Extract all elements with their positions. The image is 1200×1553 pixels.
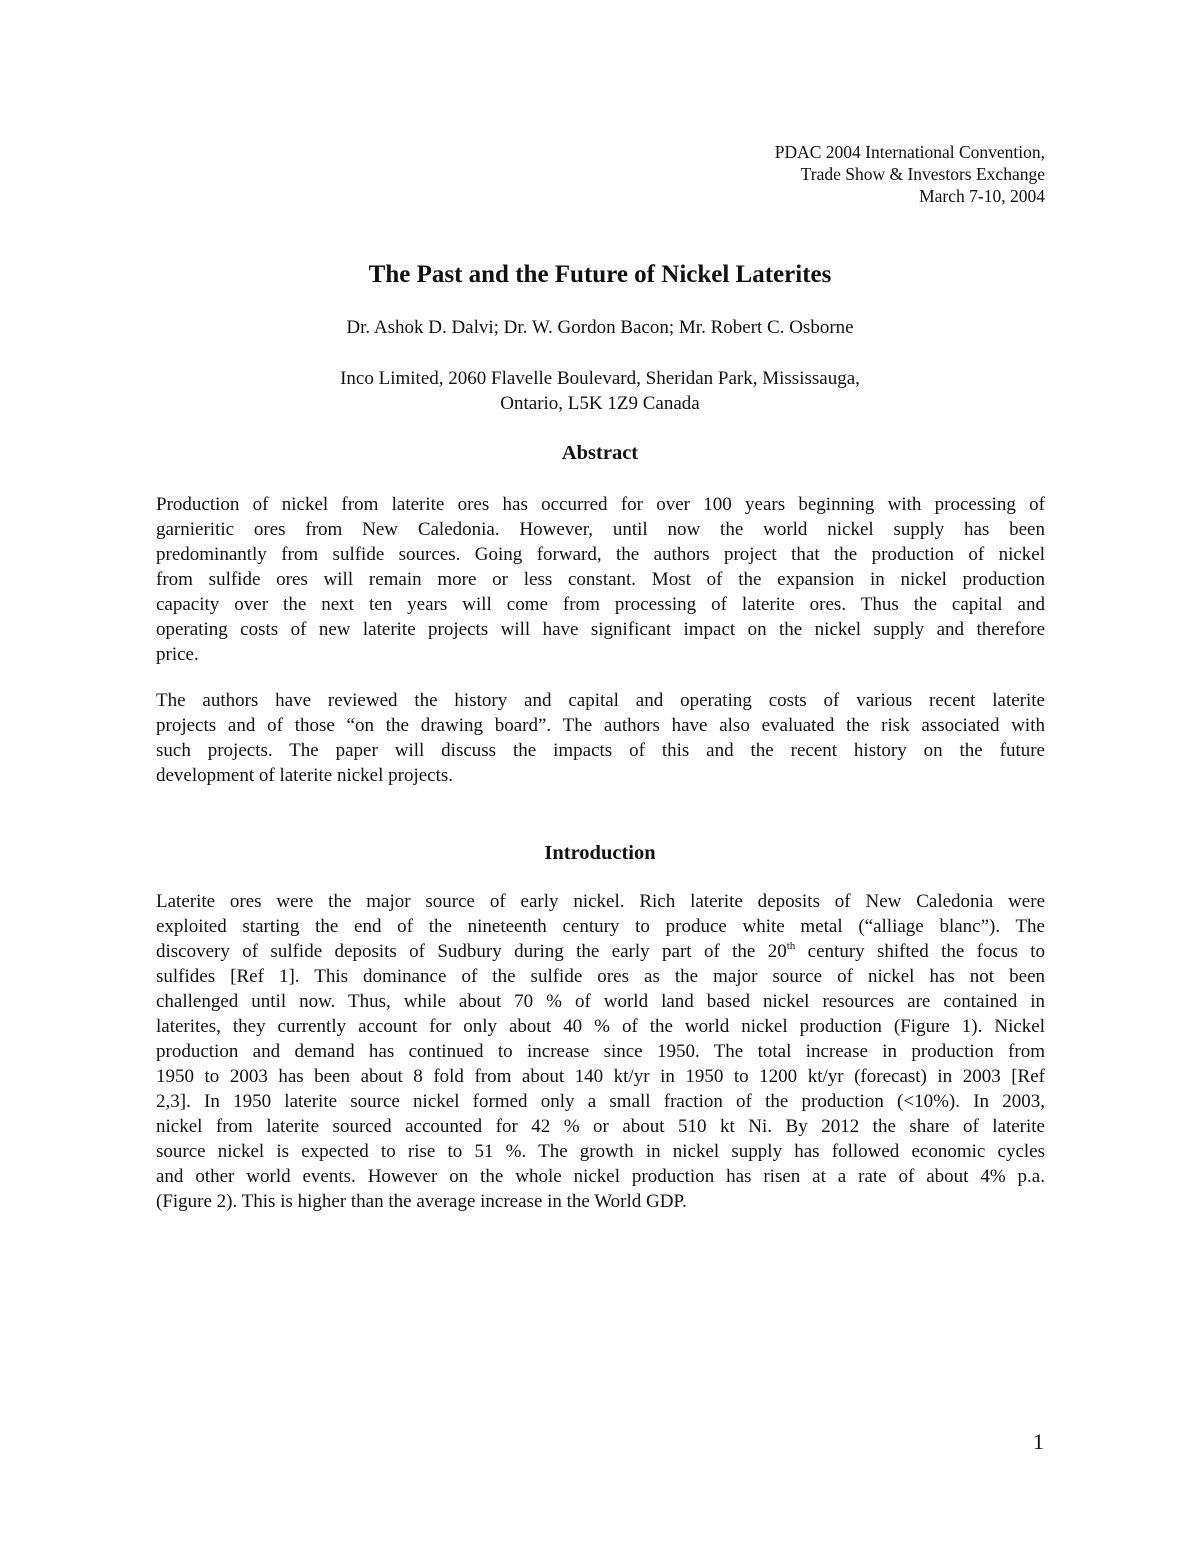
abstract-paragraph-1 [156,492,1045,667]
text-line: laterites, they currently account for only about 40 % of the world nickel production (Figure 1). Nickel [156,1016,1045,1037]
text-line: Laterite ores were the major source of early nickel. Rich laterite deposits of New Caledonia were [156,891,1045,912]
text-line: nickel from laterite sourced accounted for 42 % or about 510 kt Ni. By 2012 the share of laterite [156,1116,1045,1137]
paper-title: The Past and the Future of Nickel Laterites [368,261,832,288]
conference-line-1: PDAC 2004 International Convention, [774,142,1045,162]
text-line: such projects. The paper will discuss the impacts of this and the recent history on the future [156,740,1045,761]
text-fragment: century shifted the focus to [795,941,1045,962]
conference-header [775,141,1045,207]
text-line: The authors have reviewed the history and capital and operating costs of various recent laterite [156,690,1045,711]
text-line: garnieritic ores from New Caledonia. However, until now the world nickel supply has been [156,519,1045,540]
text-fragment: discovery of sulfide deposits of Sudbury during the early part of the 20 [156,941,787,962]
text-line: exploited starting the end of the nineteenth century to produce white metal (“alliage blanc”). The [156,916,1045,937]
text-line: operating costs of new laterite projects will have significant impact on the nickel supply and therefore [156,619,1045,640]
text-line: price. [156,644,199,665]
introduction-heading: Introduction [544,842,656,864]
conference-line-3: March 7-10, 2004 [919,186,1045,206]
conference-line-2: Trade Show & Investors Exchange [800,164,1045,184]
superscript: th [786,940,796,952]
text-line: production and demand has continued to increase since 1950. The total increase in production from [156,1041,1045,1062]
affiliation [0,366,1200,416]
text-line: sulfides [Ref 1]. This dominance of the sulfide ores as the major source of nickel has not been [156,966,1045,987]
introduction-paragraph [156,889,1045,1214]
text-line: projects and of those “on the drawing board”. The authors have also evaluated the risk associated with [156,715,1045,736]
text-line: and other world events. However on the whole nickel production has risen at a rate of about 4% p.a. [156,1166,1045,1187]
text-line [156,939,1045,964]
author-list: Dr. Ashok D. Dalvi; Dr. W. Gordon Bacon; Mr. Robert C. Osborne [346,317,854,338]
text-line: predominantly from sulfide sources. Going forward, the authors project that the production of nickel [156,544,1045,565]
text-line: Production of nickel from laterite ores has occurred for over 100 years beginning with processing of [156,494,1045,515]
abstract-paragraph-2 [156,688,1045,788]
text-line: 1950 to 2003 has been about 8 fold from about 140 kt/yr in 1950 to 1200 kt/yr (forecast) in 2003 [Ref [156,1066,1045,1087]
text-line: development of laterite nickel projects. [156,765,454,786]
text-line: capacity over the next ten years will come from processing of laterite ores. Thus the capital and [156,594,1045,615]
text-line: from sulfide ores will remain more or less constant. Most of the expansion in nickel production [156,569,1045,590]
text-line: challenged until now. Thus, while about 70 % of world land based nickel resources are contained in [156,991,1045,1012]
abstract-heading: Abstract [561,442,639,464]
text-line: source nickel is expected to rise to 51 %. The growth in nickel supply has followed economic cycles [156,1141,1045,1162]
text-line: (Figure 2). This is higher than the average increase in the World GDP. [156,1191,687,1212]
affiliation-line-1: Inco Limited, 2060 Flavelle Boulevard, Sheridan Park, Mississauga, [340,368,860,389]
page-number: 1 [1033,1429,1044,1454]
affiliation-line-2: Ontario, L5K 1Z9 Canada [500,393,700,414]
text-line: 2,3]. In 1950 laterite source nickel formed only a small fraction of the production (<10%). In 2003, [156,1091,1045,1112]
